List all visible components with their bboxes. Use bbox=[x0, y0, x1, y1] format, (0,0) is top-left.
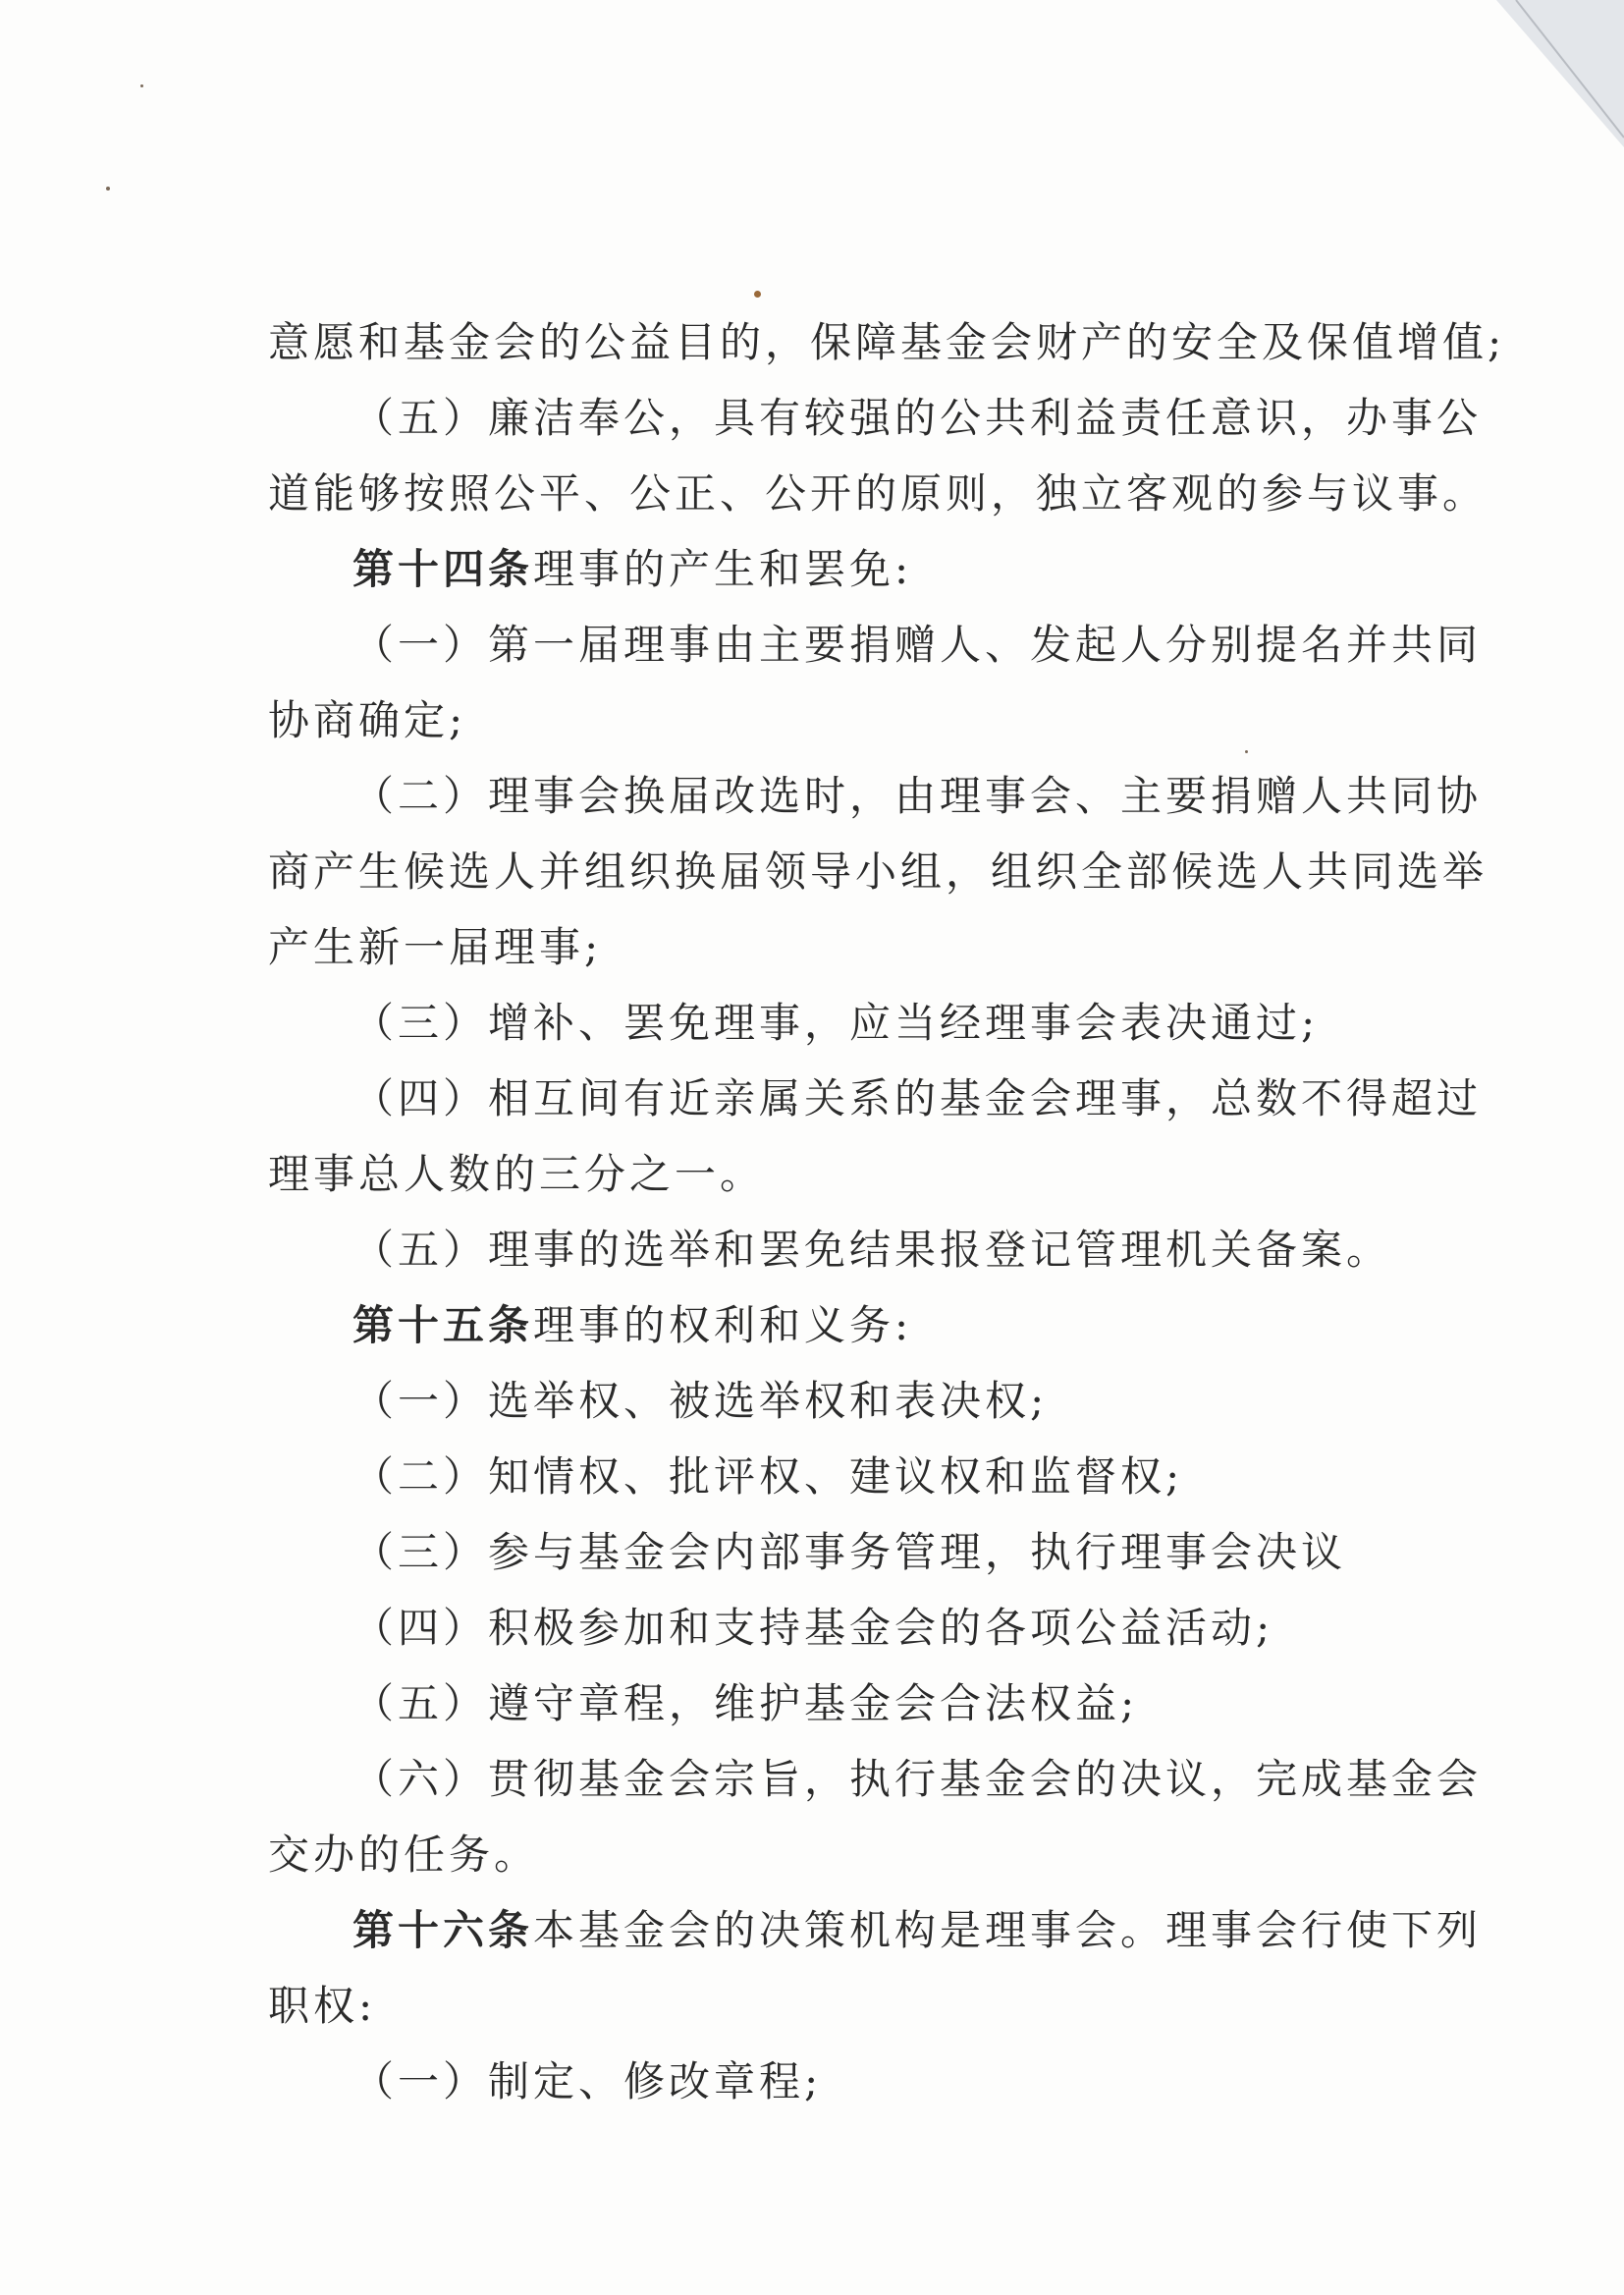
line-text: 理事的产生和罢免: bbox=[533, 545, 913, 593]
line-text: （一）制定、修改章程; bbox=[352, 2057, 823, 2105]
text-line bbox=[268, 456, 1489, 531]
line-text: 商产生候选人并组织换届领导小组，组织全部候选人共同选举 bbox=[268, 847, 1489, 896]
text-line bbox=[268, 985, 1456, 1061]
line-text: （四）积极参加和支持基金会的各项公益活动; bbox=[352, 1604, 1274, 1652]
text-line bbox=[268, 909, 1456, 985]
article-heading-line bbox=[268, 531, 1456, 607]
line-text: 理事总人数的三分之一。 bbox=[268, 1150, 766, 1198]
text-line bbox=[268, 304, 1506, 380]
line-text: 理事的权利和义务: bbox=[533, 1301, 913, 1349]
line-text: （四）相互间有近亲属关系的基金会理事，总数不得超过 bbox=[352, 1074, 1483, 1122]
line-text: （五）廉洁奉公，具有较强的公共利益责任意识，办事公 bbox=[352, 394, 1483, 442]
text-line bbox=[268, 1363, 1456, 1439]
text-line bbox=[268, 1136, 1456, 1212]
line-text: （一）第一届理事由主要捐赠人、发起人分别提名并共同 bbox=[352, 621, 1483, 669]
text-line bbox=[268, 683, 1456, 758]
text-line bbox=[268, 1666, 1456, 1741]
text-line bbox=[268, 2044, 1456, 2119]
text-line bbox=[268, 1817, 1456, 1892]
line-text: 本基金会的决策机构是理事会。理事会行使下列 bbox=[533, 1906, 1483, 1954]
text-line bbox=[268, 1590, 1456, 1666]
line-text: （五）遵守章程，维护基金会合法权益; bbox=[352, 1679, 1139, 1727]
article-number: 第十四条 bbox=[352, 545, 534, 593]
line-text: （二）知情权、批评权、建议权和监督权; bbox=[352, 1452, 1184, 1501]
scan-speck bbox=[754, 291, 761, 298]
document-body bbox=[268, 304, 1506, 2119]
line-text: 意愿和基金会的公益目的，保障基金会财产的安全及保值增值; bbox=[268, 318, 1506, 366]
line-text: （六）贯彻基金会宗旨，执行基金会的决议，完成基金会 bbox=[352, 1755, 1483, 1803]
text-line bbox=[268, 1514, 1456, 1590]
article-heading-line bbox=[268, 1287, 1456, 1363]
line-text: 产生新一届理事; bbox=[268, 923, 603, 971]
scan-speck bbox=[106, 187, 110, 191]
page-corner-fold bbox=[1496, 0, 1624, 147]
article-number: 第十五条 bbox=[352, 1301, 534, 1349]
line-text: （三）增补、罢免理事，应当经理事会表决通过; bbox=[352, 999, 1320, 1047]
line-text: （五）理事的选举和罢免结果报登记管理机关备案。 bbox=[352, 1226, 1392, 1274]
text-line bbox=[268, 758, 1483, 834]
line-text: （三）参与基金会内部事务管理，执行理事会决议 bbox=[352, 1528, 1347, 1576]
text-line bbox=[268, 1439, 1456, 1514]
article-number: 第十六条 bbox=[352, 1906, 534, 1954]
text-line bbox=[268, 607, 1483, 683]
line-text: （二）理事会换届改选时，由理事会、主要捐赠人共同协 bbox=[352, 772, 1483, 820]
text-line bbox=[268, 1741, 1483, 1817]
text-line bbox=[268, 1968, 1456, 2044]
text-line bbox=[268, 1212, 1456, 1287]
line-text: 职权: bbox=[268, 1982, 377, 2030]
line-text: （一）选举权、被选举权和表决权; bbox=[352, 1377, 1049, 1425]
line-text: 协商确定; bbox=[268, 696, 467, 744]
text-line bbox=[268, 380, 1483, 456]
text-line bbox=[268, 1061, 1483, 1136]
text-line bbox=[268, 834, 1489, 909]
line-text: 交办的任务。 bbox=[268, 1831, 540, 1879]
scan-speck bbox=[140, 84, 143, 87]
article-heading-line bbox=[268, 1892, 1483, 1968]
line-text: 道能够按照公平、公正、公开的原则，独立客观的参与议事。 bbox=[268, 469, 1489, 518]
